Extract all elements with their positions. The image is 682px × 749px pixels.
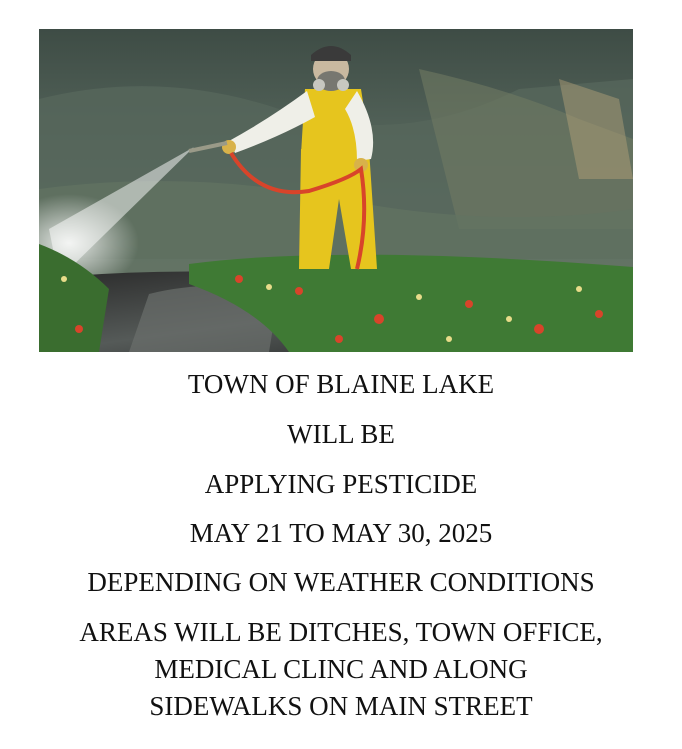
notice-line-will-be: WILL BE: [287, 419, 395, 449]
notice-line-applying-pesticide: APPLYING PESTICIDE: [204, 469, 478, 499]
notice-line-dates: MAY 21 TO MAY 30, 2025: [189, 518, 493, 548]
notice-line-areas: AREAS WILL BE DITCHES, TOWN OFFICE,: [79, 617, 603, 647]
notice-line-weather: DEPENDING ON WEATHER CONDITIONS: [87, 567, 595, 597]
notice-line-sidewalks: SIDEWALKS ON MAIN STREET: [149, 691, 533, 721]
notice-line-town: TOWN OF BLAINE LAKE: [187, 369, 495, 399]
pesticide-spraying-photo: [39, 29, 633, 352]
photo-illustration: [39, 29, 633, 352]
notice-line-medical: MEDICAL CLINC AND ALONG: [154, 654, 528, 684]
